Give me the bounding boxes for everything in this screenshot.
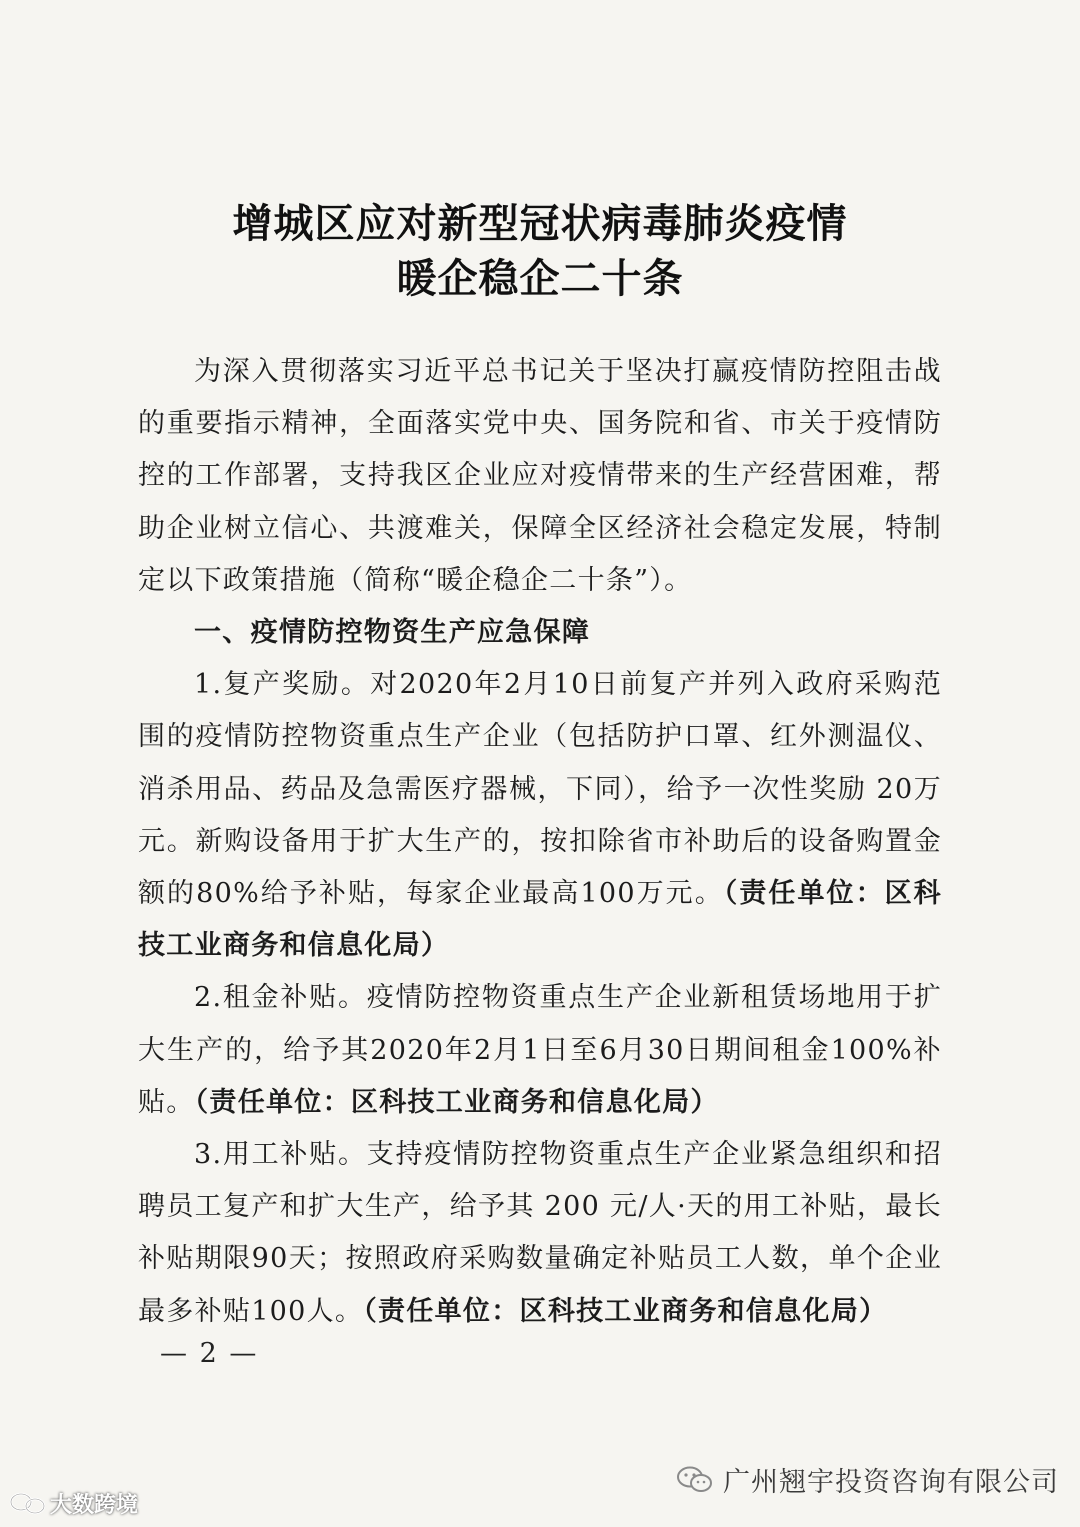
document-title-line2: 暖企稳企二十条 (396, 256, 684, 302)
policy-item-3-responsibility: （责任单位：区科技工业商务和信息化局） (363, 1295, 888, 1327)
policy-item-2-text: 2.租金补贴。疫情防控物资重点生产企业新租赁场地用于扩大生产的，给予其2020年2月1日至6月30日期间租金100%补贴。 (138, 982, 942, 1118)
document-title-line1: 增城区应对新型冠状病毒肺炎疫情 (232, 201, 848, 247)
policy-item-1-text: 1.复产奖励。对2020年2月10日前复产并列入政府采购范围的疫情防控物资重点生产企业（包括防护口罩、红外测温仪、消杀用品、药品及急需医疗器械，下同），给予一次性奖励 20万元。新购设备用于扩大生产的，按扣除省市补助后的设备购置金额的80%给予补贴，每家企业最高100万元。 (138, 669, 942, 910)
section-heading: 一、疫情防控物资生产应急保障 (194, 617, 591, 649)
policy-item-3-text: 3.用工补贴。支持疫情防控物资重点生产企业紧急组织和招聘员工复产和扩大生产，给予其 200 元/人·天的用工补贴，最长补贴期限90天；按照政府采购数量确定补贴员工人数，单个企业最多补贴100人。 (138, 1139, 942, 1327)
policy-item-1 (138, 659, 942, 972)
wechat-icon (675, 1465, 715, 1495)
wechat-source-footer (675, 1460, 1059, 1499)
policy-item-1-responsibility: （责任单位：区科技工业商务和信息化局） (138, 878, 942, 962)
intro-paragraph: 为深入贯彻落实习近平总书记关于坚决打赢疫情防控阻击战的重要指示精神，全面落实党中央、国务院和省、市关于疫情防控的工作部署，支持我区企业应对疫情带来的生产经营困难，帮助企业树立信心、共渡难关，保障全区经济社会稳定发展，特制定以下政策措施（简称“暖企稳企二十条”）。 (138, 356, 942, 596)
policy-item-3 (138, 1129, 942, 1338)
policy-item-2 (138, 972, 942, 1129)
watermark-logo-text: 大数跨境 (50, 1493, 139, 1518)
company-name: 广州翘宇投资咨询有限公司 (723, 1467, 1059, 1498)
page-number: — 2 — (160, 1338, 259, 1369)
policy-item-2-responsibility: （责任单位：区科技工业商务和信息化局） (194, 1086, 719, 1118)
watermark-logo (8, 1488, 138, 1519)
document-body (138, 346, 942, 1338)
speech-bubble-logo-icon (8, 1490, 48, 1518)
